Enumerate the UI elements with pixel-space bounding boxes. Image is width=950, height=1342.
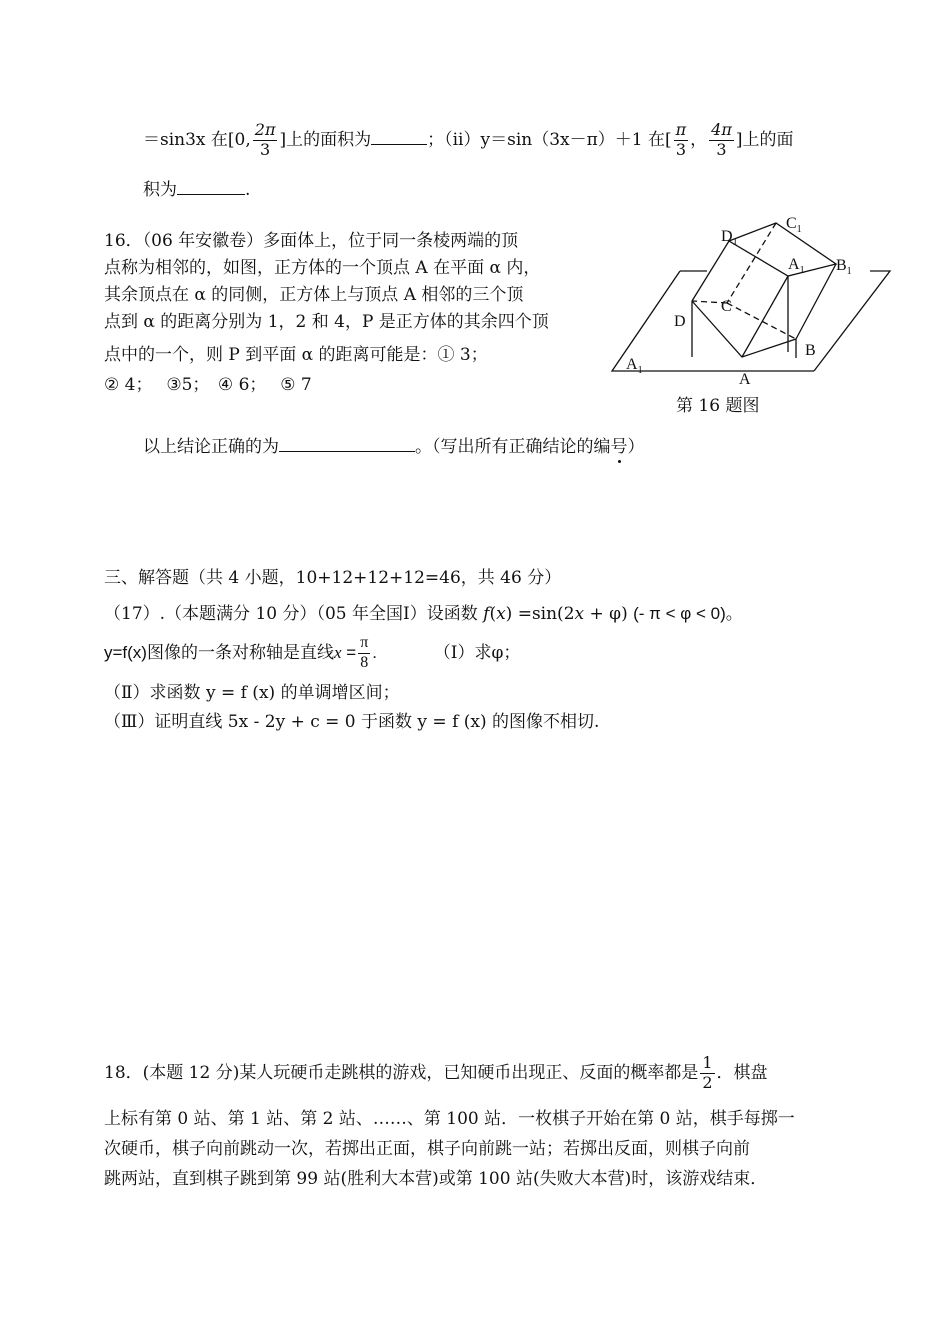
q16-line1: 16．（06 年安徽卷）多面体上，位于同一条棱两端的顶 [104, 231, 519, 251]
q17-line1: （17）.（本题满分 10 分）（05 年全国Ⅰ）设函数 f(x) =sin(2x + φ) (- π < φ < 0)。 [104, 604, 743, 624]
q17-line3: （Ⅱ）求函数 y = f (x) 的单调增区间； [104, 683, 400, 703]
q18-line3: 次硬币，棋子向前跳动一次，若掷出正面，棋子向前跳一站；若掷出反面，则棋子向前 [104, 1139, 750, 1159]
label-B: B [805, 342, 816, 359]
q16-line4: 点到 α 的距离分别为 1，2 和 4，P 是正方体的其余四个顶 [104, 312, 549, 332]
answer-blank[interactable] [279, 437, 415, 452]
cube-hidden-edge [727, 223, 776, 303]
cube-hidden-edge [727, 303, 796, 339]
q18-line4: 跳两站，直到棋子跳到第 99 站(胜利大本营)或第 100 站(失败大本营)时，该游戏结束． [104, 1169, 768, 1189]
q17-line4: （Ⅲ）证明直线 5x - 2y + c = 0 于函数 y = f (x) 的图像不相切. [104, 712, 600, 732]
label-C1: $C_1$ [786, 215, 802, 235]
q16-line5: 点中的一个，则 P 到平面 α 的距离可能是：① 3； [104, 345, 488, 365]
label-C: C [721, 298, 732, 315]
cube-edge [692, 301, 796, 357]
q15-line2: 积为 . [143, 180, 251, 200]
q18-line1: 18．(本题 12 分)某人玩硬币走跳棋的游戏，已知硬币出现正、反面的概率都是 $\frac{1}{2}$ ．棋盘 [104, 1053, 768, 1092]
cube-edge [742, 276, 788, 357]
section-heading: 三、解答题（共 4 小题，10+12+12+12=46，共 46 分） [104, 568, 562, 588]
q17-line2: y=f(x)图像的一条对称轴是直线x = $\frac{\pi}{8}$ . （Ⅰ）求φ； [104, 634, 521, 671]
label-A1-plane: $A_1$ [626, 356, 643, 376]
label-B1: $B_1$ [836, 257, 852, 277]
figure-caption: 第 16 题图 [676, 396, 760, 416]
fraction-2pi-over-3: $\frac{2\pi}{3}$ [254, 120, 276, 159]
q15-line1: ＝sin3x 在[0, $\frac{2\pi}{3}$ ]上的面积为 ；（ii）y＝sin（3x－π）＋1 在[ $\frac{\pi}{3}$ ， $\frac{4\pi}{3}$ ]上的面 [143, 120, 794, 159]
q16-line3: 其余顶点在 α 的同侧，正方体上与顶点 A 相邻的三个顶 [104, 285, 524, 305]
cube-top-face [729, 223, 836, 276]
fraction-pi-over-8: $\frac{\pi}{8}$ [360, 634, 369, 671]
plane-edge [612, 271, 814, 371]
q16-line2: 点称为相邻的，如图，正方体的一个顶点 A 在平面 α 内， [104, 258, 541, 278]
fraction-4pi-over-3: $\frac{4\pi}{3}$ [711, 120, 732, 159]
plane-edge [814, 271, 890, 371]
q16-answer-line: 以上结论正确的为 。（写出所有正确结论的编号） [143, 437, 645, 457]
answer-blank[interactable] [177, 180, 245, 195]
answer-blank[interactable] [371, 130, 427, 145]
q16-line6: ② 4； ③5； ④ 6； ⑤ 7 [104, 375, 312, 395]
fraction-one-half: $\frac{1}{2}$ [702, 1053, 713, 1092]
label-A1-top: $A_1$ [788, 256, 805, 276]
q18-line2: 上标有第 0 站、第 1 站、第 2 站、……、第 100 站．一枚棋子开始在第 0 站，棋手每掷一 [104, 1109, 795, 1129]
label-D: D [674, 313, 686, 330]
fraction-pi-over-3: $\frac{\pi}{3}$ [675, 120, 687, 159]
label-A: A [739, 371, 751, 388]
label-D1: $D_1$ [721, 228, 738, 248]
